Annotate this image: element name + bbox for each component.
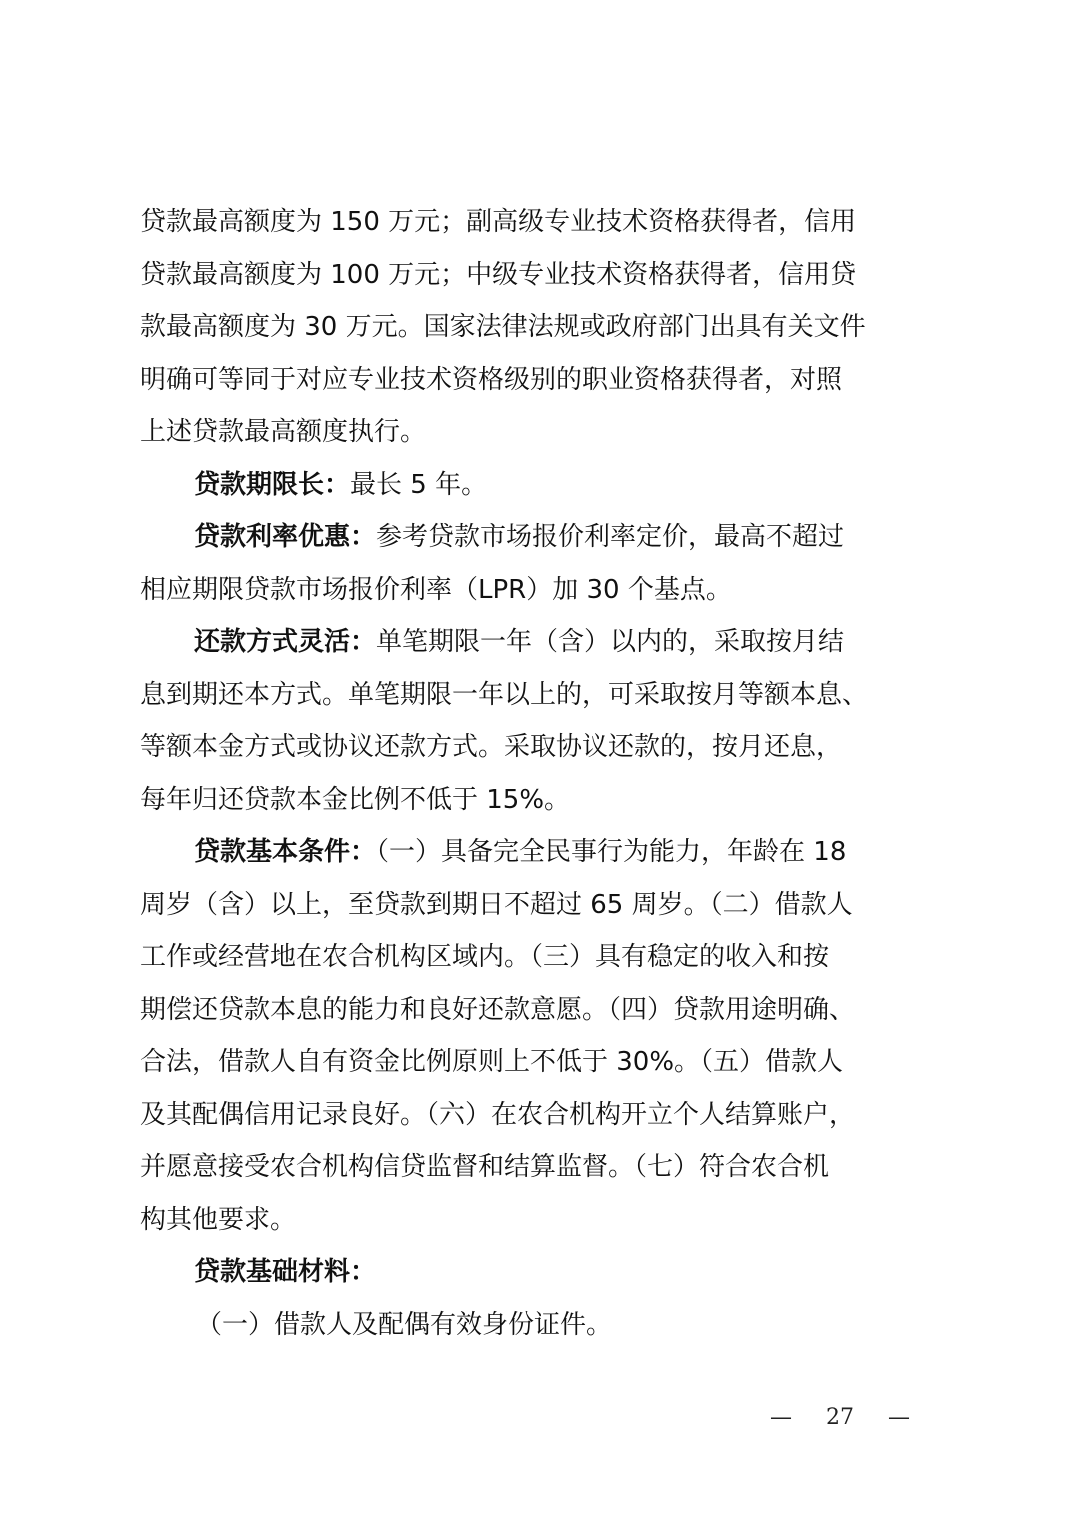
page-number-dash-left: — [770,1405,792,1430]
paragraph-line: 每年归还贷款本金比例不低于 15%。 [140,785,571,815]
paragraph-line: 期偿还贷款本息的能力和良好还款意愿。（四）贷款用途明确、 [140,995,856,1025]
paragraph-line: 明确可等同于对应专业技术资格级别的职业资格获得者，对照 [140,365,843,395]
term-heading: 贷款期限长： [194,470,351,500]
paragraph-line: 合法，借款人自有资金比例原则上不低于 30%。（五）借款人 [140,1047,844,1077]
rate-heading: 贷款利率优惠： [194,522,377,552]
paragraph-line: 贷款最高额度为 100 万元；中级专业技术资格获得者，信用贷 [140,260,857,290]
paragraph-line: 款最高额度为 30 万元。国家法律法规或政府部门出具有关文件 [140,312,866,342]
page-number-value: 27 [826,1405,854,1430]
page-number-dash-right: — [888,1405,910,1430]
term-text: 最长 5 年。 [350,470,488,500]
page-number [770,1405,910,1430]
conditions-paragraph [194,835,984,869]
term-paragraph [194,468,984,502]
repay-heading: 还款方式灵活： [194,627,377,657]
conditions-text: （一）具备完全民事行为能力，年龄在 18 [376,837,847,867]
paragraph-line: 贷款最高额度为 150 万元；副高级专业技术资格获得者，信用 [140,207,857,237]
paragraph-line: 构其他要求。 [140,1205,297,1235]
conditions-heading: 贷款基本条件： [194,837,377,867]
paragraph-line: 并愿意接受农合机构信贷监督和结算监督。（七）符合农合机 [140,1152,830,1182]
materials-item: （一）借款人及配偶有效身份证件。 [196,1310,613,1340]
paragraph-line: 息到期还本方式。单笔期限一年以上的，可采取按月等额本息、 [140,680,869,710]
paragraph-line: 周岁（含）以上，至贷款到期日不超过 65 周岁。（二）借款人 [140,890,853,920]
repay-text: 单笔期限一年（含）以内的，采取按月结 [376,627,845,657]
repay-paragraph [194,625,984,659]
rate-paragraph [194,520,984,554]
paragraph-line: 及其配偶信用记录良好。（六）在农合机构开立个人结算账户， [140,1100,856,1130]
paragraph-line: 工作或经营地在农合机构区域内。（三）具有稳定的收入和按 [140,942,830,972]
rate-text: 参考贷款市场报价利率定价，最高不超过 [376,522,845,552]
paragraph-line: 上述贷款最高额度执行。 [140,417,427,447]
paragraph-line: 相应期限贷款市场报价利率（LPR）加 30 个基点。 [140,575,732,605]
paragraph-line: 等额本金方式或协议还款方式。采取协议还款的，按月还息， [140,732,843,762]
materials-heading: 贷款基础材料： [194,1257,377,1287]
